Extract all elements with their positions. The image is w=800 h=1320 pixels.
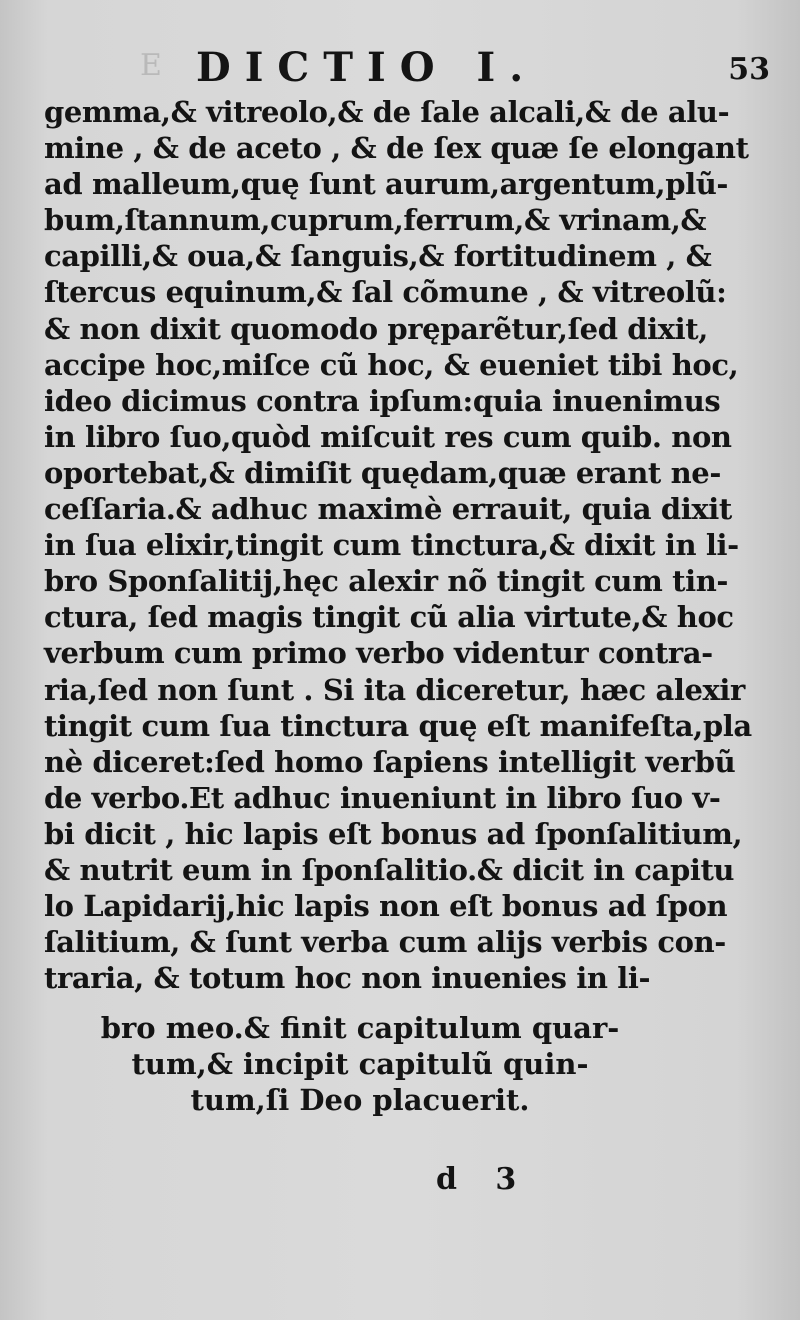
text-line: ad malleum,quę ſunt aurum,argentum,plũ- [44, 167, 729, 202]
text-line: traria, & totum hoc non inuenies in li- [44, 961, 651, 996]
text-line: in libro ſuo,quòd miſcuit res cum quib. non [44, 419, 732, 454]
text-line: nè diceret:ſed homo ſapiens intelligit verbũ [44, 744, 736, 779]
text-line: tum,ſi Deo placuerit. [190, 1083, 530, 1118]
text-line: verbum cum primo verbo videntur contra- [44, 636, 713, 671]
text-line: ceſſaria.& adhuc maximè errauit, quia dixit [44, 492, 732, 527]
text-line: gemma,& vitreolo,& de ſale alcali,& de alu- [44, 95, 730, 129]
page-number: 53 [728, 52, 770, 87]
text-line: mine , & de aceto , & de ſex quæ ſe elongant [44, 131, 749, 166]
text-line: oportebat,& dimiſit quędam,quæ erant ne- [44, 455, 721, 490]
running-head: DICTIO I. [196, 44, 538, 91]
text-line: bro meo.& finit capitulum quar- [100, 1011, 620, 1045]
text-line: & nutrit eum in ſponſalitio.& dicit in capitu [44, 852, 735, 887]
text-line: bro Sponſalitij,hęc alexir nõ tingit cum tin- [44, 564, 729, 599]
text-line: bi dicit , hic lapis eſt bonus ad ſponſalitium, [44, 816, 743, 851]
text-line: ſalitium, & ſunt verba cum alijs verbis con- [44, 925, 726, 960]
text-line: ideo dicimus contra ipſum:quia inuenimus [44, 383, 721, 418]
text-line: lo Lapidarij,hic lapis non eſt bonus ad ſpon [44, 889, 728, 924]
body-text [44, 94, 752, 996]
chapter-end-block [60, 1010, 660, 1118]
text-line: de verbo.Et adhuc inueniunt in libro ſuo v- [44, 780, 721, 815]
signature-mark: d 3 [436, 1162, 531, 1197]
text-line: tingit cum ſua tinctura quę eſt manifeſta,pla [44, 708, 752, 743]
page-header [0, 44, 800, 94]
text-line: tum,& incipit capitulũ quin- [131, 1047, 589, 1082]
text-line: & non dixit quomodo pręparẽtur,ſed dixit, [44, 311, 708, 346]
text-line: bum,ſtannum,cuprum,ferrum,& vrinam,& [44, 203, 707, 238]
text-line: accipe hoc,miſce cũ hoc, & eueniet tibi hoc, [44, 347, 739, 382]
show-through-letter: E [140, 48, 164, 83]
text-line: ria,ſed non ſunt . Si ita diceretur, hæc alexir [44, 672, 745, 707]
text-line: in ſua elixir,tingit cum tinctura,& dixit in li- [44, 528, 739, 563]
text-line: ctura, ſed magis tingit cũ alia virtute,& hoc [44, 600, 734, 635]
text-line: capilli,& oua,& ſanguis,& fortitudinem , & [44, 239, 712, 274]
text-line: ſtercus equinum,& ſal cõmune , & vitreolũ: [44, 275, 727, 310]
